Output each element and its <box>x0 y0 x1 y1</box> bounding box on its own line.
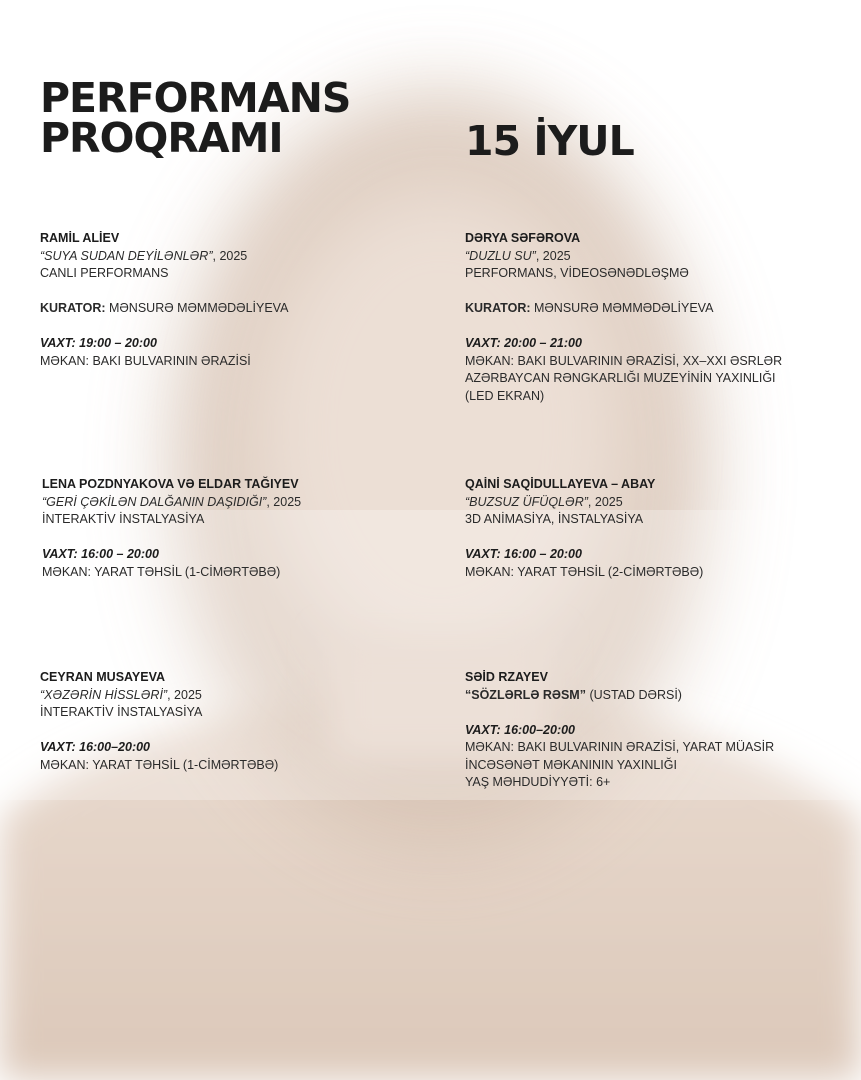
work-note: (USTAD DƏRSİ) <box>585 687 682 702</box>
event-date: 15 İYUL <box>465 117 634 165</box>
work-line <box>40 687 278 705</box>
work-line <box>42 494 301 512</box>
event-card-saqidullayeva-abay <box>465 476 703 581</box>
event-card-seid-rzayev <box>465 669 774 792</box>
event-card-derya-seferova <box>465 230 782 405</box>
work-title: “XƏZƏRİN HİSSLƏRİ” <box>40 687 168 702</box>
curator-label: KURATOR: <box>465 301 531 315</box>
work-line <box>465 687 774 705</box>
work-type: İNTERAKTİV İNSTALYASİYA <box>40 705 203 719</box>
work-title: “SUYA SUDAN DEYİLƏNLƏR” <box>40 248 213 263</box>
work-year: , 2025 <box>535 248 571 263</box>
event-location: MƏKAN: BAKI BULVARININ ƏRAZİSİ <box>40 353 251 368</box>
event-location: MƏKAN: YARAT TƏHSİL (1-CİMƏRTƏBƏ) <box>42 564 281 579</box>
work-type: 3D ANİMASİYA, İNSTALYASİYA <box>465 512 644 526</box>
work-line <box>465 494 703 512</box>
event-location: AZƏRBAYCAN RƏNGKARLIĞI MUZEYİNİN YAXINLIĞI <box>465 371 776 385</box>
event-location: MƏKAN: BAKI BULVARININ ƏRAZİSİ, YARAT MÜASİR <box>465 740 775 754</box>
event-location: YAŞ MƏHDUDİYYƏTİ: 6+ <box>465 775 611 789</box>
event-location: İNCƏSƏNƏT MƏKANININ YAXINLIĞI <box>465 757 677 772</box>
event-time: VAXT: 16:00 – 20:00 <box>42 547 159 561</box>
event-location: MƏKAN: YARAT TƏHSİL (2-CİMƏRTƏBƏ) <box>465 564 704 579</box>
curator-name: MƏNSURƏ MƏMMƏDƏLİYEVA <box>530 301 714 315</box>
event-location: (LED EKRAN) <box>465 388 545 403</box>
curator-label: KURATOR: <box>40 301 106 315</box>
curator-line <box>40 300 288 318</box>
work-type: İNTERAKTİV İNSTALYASİYA <box>42 512 205 526</box>
work-title: “GERİ ÇƏKİLƏN DALĞANIN DAŞIDIĞI” <box>42 494 267 509</box>
title-line-1: PERFORMANS <box>40 74 351 122</box>
work-title: “SÖZLƏRLƏ RƏSM” <box>465 687 586 702</box>
event-card-pozdnyakova-tagiyev <box>42 476 301 581</box>
event-time: VAXT: 20:00 – 21:00 <box>465 336 582 350</box>
work-type: PERFORMANS, VİDEOSƏNƏDLƏŞMƏ <box>465 266 689 280</box>
event-time: VAXT: 16:00–20:00 <box>40 740 151 754</box>
curator-line <box>465 300 782 318</box>
artist-name: CEYRAN MUSAYEVA <box>40 670 166 684</box>
page-title <box>40 74 351 162</box>
event-card-ramil-aliev <box>40 230 288 370</box>
artist-name: RAMİL ALİEV <box>40 231 120 245</box>
event-location: MƏKAN: YARAT TƏHSİL (1-CİMƏRTƏBƏ) <box>40 757 279 772</box>
work-line <box>465 248 782 266</box>
work-line <box>40 248 288 266</box>
curator-name: MƏNSURƏ MƏMMƏDƏLİYEVA <box>105 301 289 315</box>
event-time: VAXT: 19:00 – 20:00 <box>40 336 157 350</box>
event-time: VAXT: 16:00 – 20:00 <box>465 547 582 561</box>
work-year: , 2025 <box>212 248 248 263</box>
artist-name: LENA POZDNYAKOVA VƏ ELDAR TAĞIYEV <box>42 477 299 491</box>
artist-name: SƏİD RZAYEV <box>465 670 548 684</box>
title-line-2: PROQRAMI <box>40 114 283 162</box>
work-year: , 2025 <box>167 687 202 702</box>
event-time: VAXT: 16:00–20:00 <box>465 722 576 737</box>
event-card-ceyran-musayeva <box>40 669 278 774</box>
work-type: CANLI PERFORMANS <box>40 266 169 280</box>
event-location: MƏKAN: BAKI BULVARININ ƏRAZİSİ, XX–XXI ƏSRLƏR <box>465 353 783 368</box>
work-year: , 2025 <box>587 494 623 509</box>
work-year: , 2025 <box>266 494 302 509</box>
work-title: “DUZLU SU” <box>465 248 536 263</box>
artist-name: DƏRYA SƏFƏROVA <box>465 231 581 245</box>
work-title: “BUZSUZ ÜFÜQLƏR” <box>465 494 588 509</box>
artist-name: QAİNİ SAQİDULLAYEVA – ABAY <box>465 477 656 491</box>
